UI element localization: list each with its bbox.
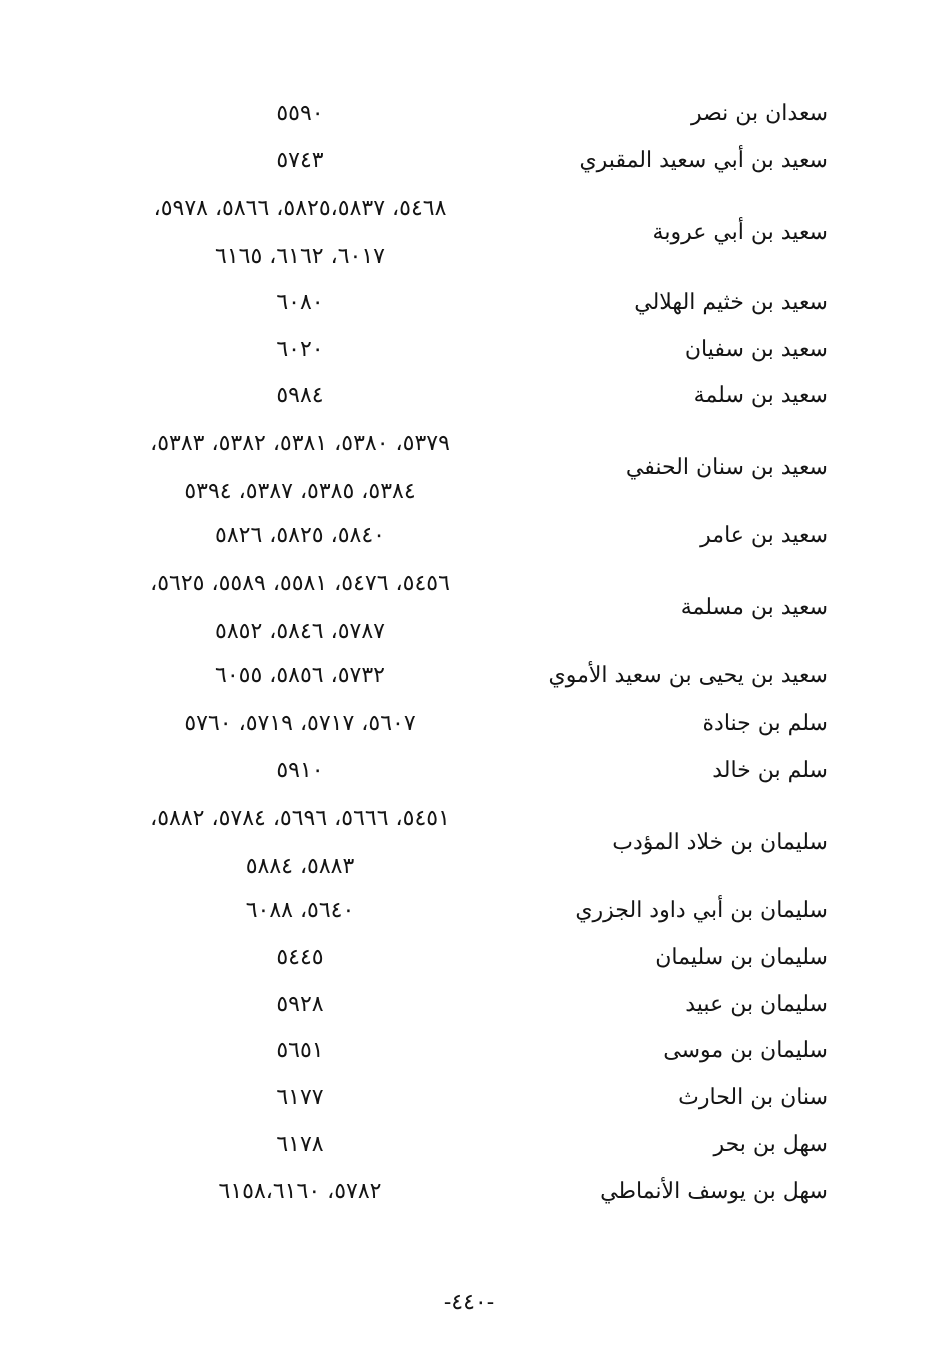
- reference-line: ٥٧٨٢، ٦١٥٨،٦١٦٠: [218, 1179, 382, 1204]
- entry-name: سعيد بن عامر: [700, 523, 828, 548]
- entry-references: [90, 430, 510, 506]
- entry-references: [90, 805, 510, 881]
- entry-name: سعيد بن أبي سعيد المقبري: [579, 148, 828, 173]
- entry-name: سعيد بن يحيى بن سعيد الأموي: [548, 663, 828, 688]
- entry-references: [90, 1131, 510, 1159]
- reference-line: ٦٠٢٠: [276, 337, 324, 362]
- entry-name: سعدان بن نصر: [690, 101, 828, 126]
- entry-name: سهل بن بحر: [713, 1132, 828, 1157]
- entry-references: [90, 522, 510, 550]
- reference-line: ٥٦٥١: [276, 1038, 324, 1063]
- entry-references: [90, 1178, 510, 1206]
- reference-line: ٥٦٤٠، ٦٠٨٨: [245, 898, 355, 923]
- reference-line: ٦١٧٨: [276, 1132, 324, 1157]
- entry-references: [90, 382, 510, 410]
- reference-line: ٦٠٨٠: [276, 290, 324, 315]
- entry-name: سعيد بن أبي عروبة: [652, 220, 828, 245]
- entry-references: [90, 757, 510, 785]
- entry-name: سنان بن الحارث: [678, 1085, 828, 1110]
- reference-line: ٥٤٥١، ٥٦٦٦، ٥٦٩٦، ٥٧٨٤، ٥٨٨٢،: [150, 806, 450, 831]
- reference-line: ٦٠١٧، ٦١٦٢، ٦١٦٥: [215, 244, 385, 269]
- entry-references: [90, 100, 510, 128]
- reference-line: ٦١٧٧: [276, 1085, 324, 1110]
- entry-name: سليمان بن خلاد المؤدب: [612, 830, 828, 855]
- reference-line: ٥٤٦٨، ٥٨٢٥،٥٨٣٧، ٥٨٦٦، ٥٩٧٨،: [153, 196, 447, 221]
- reference-line: ٥٥٩٠: [276, 101, 324, 126]
- entry-references: [90, 662, 510, 690]
- entry-name: سهل بن يوسف الأنماطي: [600, 1179, 828, 1204]
- reference-line: ٥٦٠٧، ٥٧١٧، ٥٧١٩، ٥٧٦٠: [184, 711, 416, 736]
- reference-line: ٥٨٤٠، ٥٨٢٥، ٥٨٢٦: [215, 523, 385, 548]
- reference-line: ٥٩١٠: [276, 758, 324, 783]
- reference-line: ٥٧٨٧، ٥٨٤٦، ٥٨٥٢: [215, 619, 385, 644]
- entry-name: سعيد بن سلمة: [693, 383, 828, 408]
- entry-name: سليمان بن سليمان: [655, 945, 828, 970]
- entry-name: سعيد بن مسلمة: [680, 595, 828, 620]
- reference-line: ٥٩٨٤: [276, 383, 324, 408]
- reference-line: ٥٩٢٨: [276, 992, 324, 1017]
- page-number: -٤٤٠-: [443, 1290, 495, 1315]
- entry-references: [90, 570, 510, 646]
- entry-references: [90, 147, 510, 175]
- entry-name: سلم بن جنادة: [702, 711, 828, 736]
- reference-line: ٥٣٨٤، ٥٣٨٥، ٥٣٨٧، ٥٣٩٤: [184, 479, 416, 504]
- entry-references: [90, 1037, 510, 1065]
- reference-line: ٥٧٤٣: [276, 148, 324, 173]
- reference-line: ٥٨٨٣، ٥٨٨٤: [245, 854, 355, 879]
- reference-line: ٥٧٣٢، ٥٨٥٦، ٦٠٥٥: [215, 663, 385, 688]
- entry-name: سعيد بن سنان الحنفي: [625, 455, 828, 480]
- entry-references: [90, 336, 510, 364]
- entry-references: [90, 897, 510, 925]
- entry-references: [90, 1084, 510, 1112]
- reference-line: ٥٤٥٦، ٥٤٧٦، ٥٥٨١، ٥٥٨٩، ٥٦٢٥،: [150, 571, 450, 596]
- reference-line: ٥٣٧٩، ٥٣٨٠، ٥٣٨١، ٥٣٨٢، ٥٣٨٣،: [150, 431, 450, 456]
- entry-name: سليمان بن أبي داود الجزري: [575, 898, 828, 923]
- entry-references: [90, 944, 510, 972]
- entry-name: سعيد بن خثيم الهلالي: [634, 290, 828, 315]
- entry-name: سلم بن خالد: [712, 758, 828, 783]
- reference-line: ٥٤٤٥: [276, 945, 324, 970]
- entry-references: [90, 991, 510, 1019]
- entry-references: [90, 195, 510, 271]
- entry-name: سليمان بن عبيد: [685, 992, 828, 1017]
- entry-name: سعيد بن سفيان: [684, 337, 828, 362]
- entry-references: [90, 710, 510, 738]
- entry-name: سليمان بن موسى: [663, 1038, 828, 1063]
- entry-references: [90, 289, 510, 317]
